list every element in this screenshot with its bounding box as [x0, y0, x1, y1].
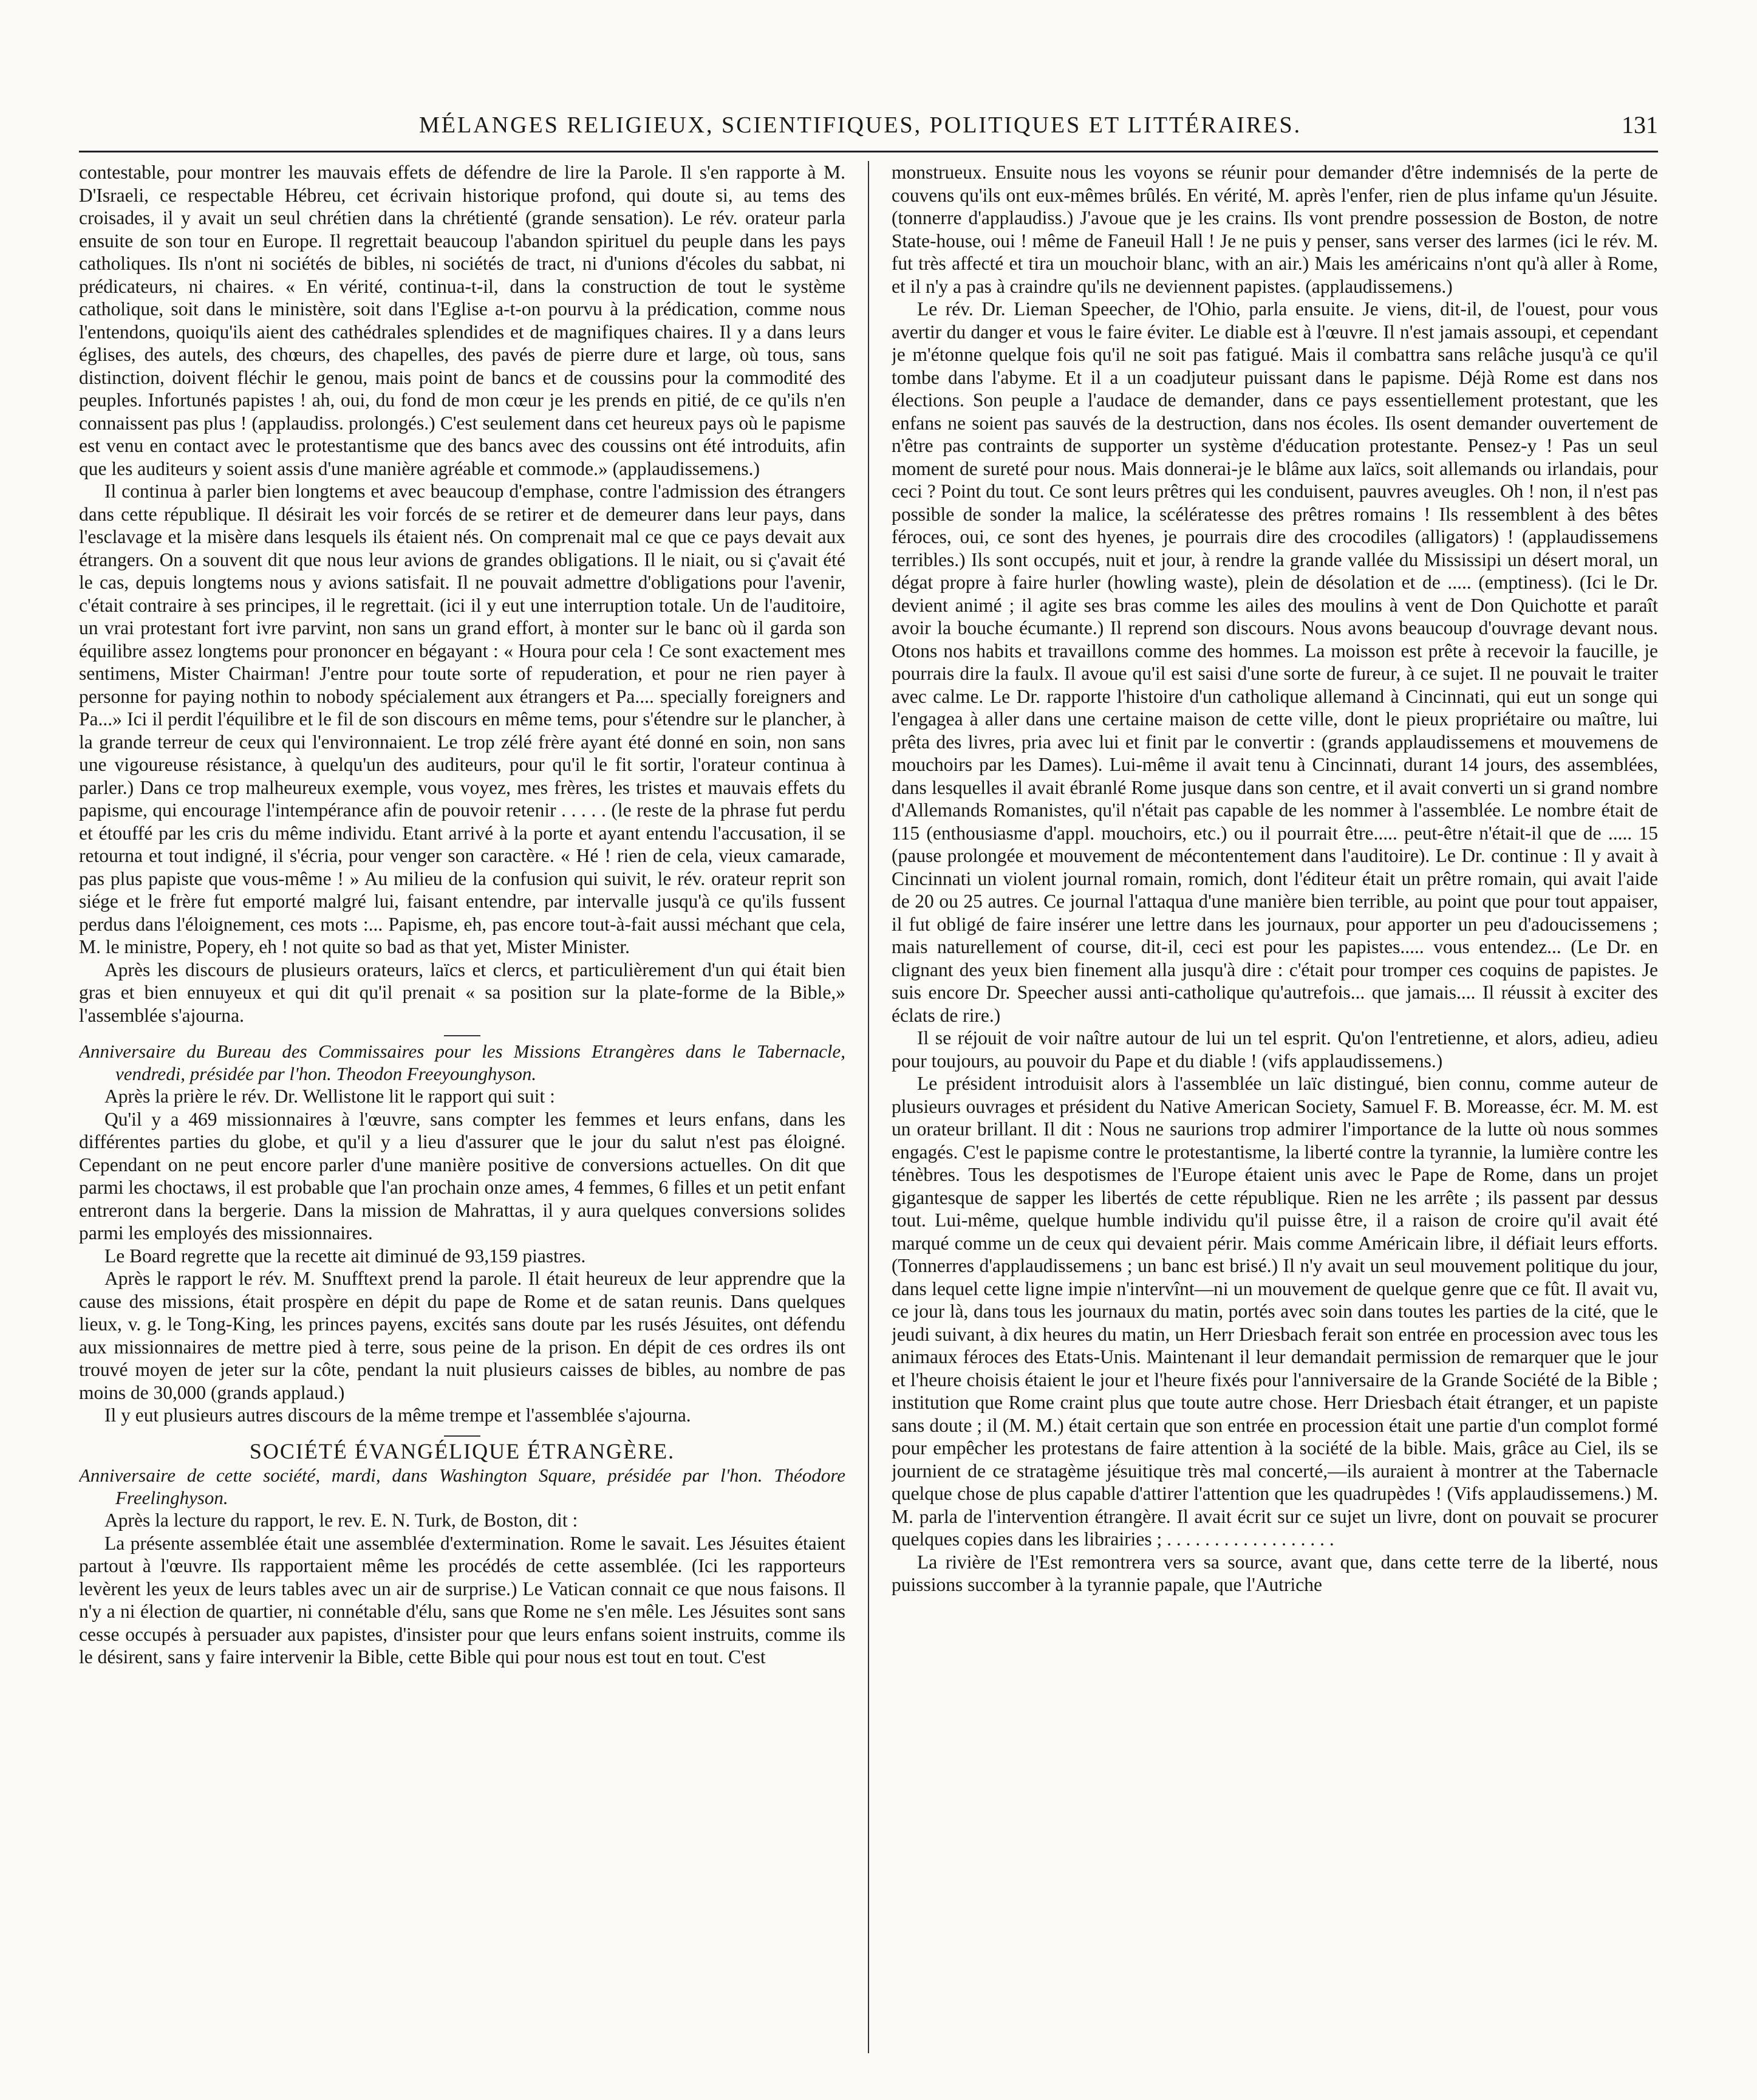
newspaper-page [79, 103, 1658, 2065]
paragraph: Il continua à parler bien longtems et avec beaucoup d'emphase, contre l'admission des étrangers dans cette république. Il désirait les voir forcés de se retirer et de demeurer dans leur pays, dans l'esclavage et la misère dans lesquels ils étaient nés. On comprenait mal ce que ce pays devait aux étrangers. On a souvent dit que nous leur avions de grandes obligations. Il le niait, ou si ç'avait été le cas, depuis longtems nous y avions satisfait. Il ne pouvait admettre d'obligations pour l'avenir, c'était contraire à ses principes, il le regrettait. (ici il y eut une interruption totale. Un de l'auditoire, un vrai protestant fort ivre parvint, non sans un grand effort, à monter sur le banc où il garda son équilibre assez longtems pour prononcer en bégayant : « Houra pour cela ! Ce sont exactement mes sentimens, Mister Chairman! J'entre pour toute sorte of repuderation, et pour ne rien payer à personne for paying nothin to nobody spécialement aux étrangers et Pa.... specially foreigners and Pa...» Ici il perdit l'équilibre et le fil de son discours en même tems, pour s'étendre sur le plancher, à la grande terreur de ceux qui l'environnaient. Le trop zélé frère ayant été donné en soin, non sans une vigoureuse résistance, à quelqu'un des auditeurs, pour qu'il le fit sortir, l'orateur continua à parler.) Dans ce trop malheureux exemple, vous voyez, mes frères, les tristes et mauvais effets du papisme, qui encourage l'intempérance afin de pouvoir retenir . . . . . (le reste de la phrase fut perdu et étouffé par les cris du même individu. Etant arrivé à la porte et ayant entendu l'accusation, il se retourna et tout indigné, il s'écria, pour venger son caractère. « Hé ! rien de cela, vieux camarade, pas plus papiste que vous-même ! » Au milieu de la confusion qui suivit, le rév. orateur reprit son siége et le frère fut emporté malgré lui, faisant entendre, par intervalle jusqu'à ce qu'ils fussent perdus dans l'éloignement, ces mots :... Papisme, eh, pas encore tout-à-fait aussi méchant que cela, M. le ministre, Popery, eh ! not quite so bad as that yet, Mister Minister. [79, 481, 845, 957]
paragraph: La rivière de l'Est remontrera vers sa source, avant que, dans cette terre de la liberté, nous puissions succomber à la tyrannie papale, que l'Autriche [892, 1551, 1658, 1595]
header-rule [79, 151, 1658, 152]
paragraph: La présente assemblée était une assemblée d'extermination. Rome le savait. Les Jésuites étaient partout à l'œuvre. Ils rapportaient même les procédés de cette assemblée. (Ici les rapporteurs levèrent les yeux de leurs tables avec un air de surprise.) Le Vatican connait ce que nous faisons. Il n'y a ni élection de quartier, ni connétable d'élu, sans que Rome ne s'en mêle. Les Jésuites sont sans cesse occupés à persuader aux papistes, d'insister pour que leurs enfans soient instruits, comme ils le désirent, sans y faire intervenir la Bible, cette Bible qui pour nous est tout en tout. C'est [79, 1532, 845, 1667]
article-subheading: Anniversaire du Bureau des Commissaires pour les Missions Etrangères dans le Tabernacle, vendredi, présidée par l'hon. Theodon Freeyounghyson. [79, 1041, 845, 1084]
paragraph: Le Board regrette que la recette ait diminué de 93,159 piastres. [104, 1245, 586, 1267]
paragraph: Après les discours de plusieurs orateurs, laïcs et clercs, et particulièrement d'un qui était bien gras et bien ennuyeux et qui dit qu'il prenait « sa position sur la plate-forme de la Bible,» l'assemblée s'ajourna. [79, 959, 845, 1026]
paragraph: Qu'il y a 469 missionnaires à l'œuvre, sans compter les femmes et leurs enfans, dans les différentes parties du globe, et qu'il y a lieu d'assurer que le jour du salut n'est pas éloigné. Cependant on ne peut encore parler d'une manière positive de conversions actuelles. On dit que parmi les choctaws, il est probable que l'an prochain onze ames, 4 femmes, 6 filles et un petit enfant entreront dans la bergerie. Dans la mission de Mahrattas, il y aura quelques conversions solides parmi les employés des missionnaires. [79, 1108, 845, 1243]
page-number: 131 [1622, 111, 1658, 139]
paragraph: Le rév. Dr. Lieman Speecher, de l'Ohio, parla ensuite. Je viens, dit-il, de l'ouest, pour vous avertir du danger et vous le faire éviter. Le diable est à l'œuvre. Il n'est jamais assoupi, et cependant je m'étonne quelque fois qu'il ne soit pas fatigué. Mais il combattra sans relâche jusqu'à ce qu'il tombe dans l'abyme. Et il a un coadjuteur puissant dans le papisme. Déjà Rome est dans nos élections. Son peuple a l'audace de demander, dans ce pays essentiellement protestant, que les enfans ne soient pas sauvés de la destruction, dans nos écoles. Ils osent demander ouvertement de n'être pas contraints de supporter un système d'éducation protestante. Pensez-y ! Pas un seul moment de sureté pour nous. Mais donnerai-je le blâme aux laïcs, soit allemands ou irlandais, pour ceci ? Point du tout. Ce sont leurs prêtres qui les conduisent, pauvres aveugles. Oh ! non, il n'est pas possible de sonder la malice, la scélératesse des prêtres romains ! Ils ressemblent à des bêtes féroces, oui, ce sont des hyenes, je pourrais dire des crocodiles (alligators) ! (applaudissemens terribles.) Ils sont occupés, nuit et jour, à rendre la grande vallée du Mississipi un désert moral, un dégat propre à faire hurler (howling waste), plein de désolation et de ..... (emptiness). (Ici le Dr. devient animé ; il agite ses bras comme les ailes des moulins à vent de Don Quichotte et paraît avoir la bouche écumante.) Il reprend son discours. Nous avons beaucoup d'ouvrage devant nous. Otons nos habits et travaillons comme des hommes. La moisson est prête à recevoir la faucille, je pourrais dire la faulx. Il avoue qu'il est saisi d'une sorte de fureur, à ce sujet. Il ne pouvait le traiter avec calme. Le Dr. rapporte l'histoire d'un catholique allemand à Cincinnati, qui eut un songe qui l'engagea à aller dans une certaine maison de cette ville, dont le pieux propriétaire ou maître, lui prêta des livres, pria avec lui et finit par le convertir : (grands applaudissemens et mouvemens de mouchoirs par les Dames). Lui-même il avait tenu à Cincinnati, durant 14 jours, des assemblées, dans lesquelles il avait ébranlé Rome jusque dans son centre, et il avait converti un si grand nombre d'Allemands Romanistes, qu'il n'était pas capable de les nommer à l'assemblée. Le nombre était de 115 (enthousiasme d'appl. mouchoirs, etc.) ou il pourrait être..... peut-être n'était-il que de ..... 15 (pause prolongée et mouvement de mécontentement dans l'auditoire). Le Dr. continue : Il y avait à Cincinnati un violent journal romain, romich, dont l'éditeur était un prêtre romain, qui avait l'aide de 20 ou 25 autres. Ce journal l'attaqua d'une manière bien terrible, au point que pour tout appaiser, il fut obligé de faire insérer une lettre dans les journaux, pour apporter un peu d'adoucissemens ; mais naturellement of course, dit-il, ceci est pour les papistes..... vous entendez... (Le Dr. en clignant des yeux bien finement alla jusqu'à dire : c'était pour tromper ces coquins de papistes. Je suis encore Dr. Speecher aussi anti-catholique qu'autrefois... que jamais.... Il réussit à exciter des éclats de rire.) [892, 298, 1658, 1026]
paragraph: Il se réjouit de voir naître autour de lui un tel esprit. Qu'on l'entretienne, et alors, adieu, adieu pour toujours, au pouvoir du Pape et du diable ! (vifs applaudissemens.) [892, 1027, 1658, 1072]
paragraph: Après la lecture du rapport, le rev. E. N. Turk, de Boston, dit : [104, 1510, 578, 1531]
left-column [79, 161, 845, 2053]
right-column [892, 161, 1658, 2053]
article-subheading: Anniversaire de cette société, mardi, dans Washington Square, présidée par l'hon. Théodore Freelinghyson. [79, 1465, 845, 1508]
section-title: SOCIÉTÉ ÉVANGÉLIQUE ÉTRANGÈRE. [249, 1438, 675, 1463]
running-title: MÉLANGES RELIGIEUX, SCIENTIFIQUES, POLITIQUES ET LITTÉRAIRES. [419, 112, 1302, 138]
paragraph: monstrueux. Ensuite nous les voyons se réunir pour demander d'être indemnisés de la perte de couvens qu'ils ont eux-mêmes brûlés. En vérité, M. après l'enfer, rien de plus infame qu'un Jésuite. (tonnerre d'applaudiss.) J'avoue que je les crains. Ils vont prendre possession de Boston, de notre State-house, oui ! même de Faneuil Hall ! Je ne puis y penser, sans verser des larmes (ici le rév. M. fut très affecté et tira un mouchoir blanc, with an air.) Mais les américains n'ont qu'à aller à Rome, et il n'y a pas à craindre qu'ils ne deviennent papistes. (applaudissemens.) [892, 162, 1658, 297]
section-divider [444, 1035, 480, 1036]
section-divider [444, 1435, 480, 1437]
paragraph: contestable, pour montrer les mauvais effets de défendre de lire la Parole. Il s'en rapporte à M. D'Israeli, ce respectable Hébreu, cet écrivain historique profond, qui doute si, au tems des croisades, il y avait un seul chrétien dans la chrétienté (grande sensation). Le rév. orateur parla ensuite de son tour en Europe. Il regrettait beaucoup l'abandon spirituel du peuple dans les pays catholiques. Ils n'ont ni sociétés de bibles, ni sociétés de tract, ni d'unions d'écoles du sabbat, ni prédicateurs, ni chaires. « En vérité, continua-t-il, dans la construction de tout le système catholique, soit dans le ministère, soit dans l'Eglise a-t-on pourvu à la prédication, comme nous l'entendons, quoiqu'ils aient des cathédrales splendides et de magnifiques chaires. Il y a dans leurs églises, des autels, des chœurs, des chapelles, des pavés de pierre dure et large, où tous, sans distinction, doivent fléchir le genou, mais point de bancs et de coussins pour la commodité des peuples. Infortunés papistes ! ah, oui, du fond de mon cœur je les prends en pitié, de ce qu'ils n'en connaissent pas plus ! (applaudiss. prolongés.) C'est seulement dans cet heureux pays où le papisme est venu en contact avec le protestantisme que des bancs avec des coussins ont été introduits, afin que les auditeurs y soient assis d'une manière agréable et commode.» (applaudissemens.) [79, 162, 845, 479]
paragraph: Après la prière le rév. Dr. Wellistone lit le rapport qui suit : [104, 1086, 555, 1107]
paragraph: Le président introduisit alors à l'assemblée un laïc distingué, bien connu, comme auteur de plusieurs ouvrages et président du Native American Society, Samuel F. B. Moreasse, écr. M. M. est un orateur brillant. Il dit : Nous ne saurions trop admirer l'importance de la lutte où nous sommes engagés. C'est le papisme contre le protestantisme, la liberté contre la tyrannie, la lumière contre les ténèbres. Tous les despotismes de l'Europe étaient unis avec le Pape de Rome, dans un projet gigantesque de sapper les libertés de cette république. Rien ne les arrête ; ils passent par dessus tout. Lui-même, quelque humble individu qu'il puisse être, il a raison de croire qu'il avait été marqué comme un de ceux qui devaient périr. Mais comme Américain libre, il défiait leurs efforts. (Tonnerres d'applaudissemens ; un banc est brisé.) Il n'y avait un seul mouvement politique du jour, dans lequel cette ligne impie n'intervînt—ni un mouvement de quelque genre que ce fût. Il avait vu, ce jour là, dans tous les journaux du matin, portés avec soin dans toutes les parties de la cité, que le jeudi suivant, à dix heures du matin, un Herr Driesbach ferait son entrée en procession avec tous les animaux féroces des Etats-Unis. Maintenant il leur demandait permission de remarquer que le jour et l'heure choisis étaient le jour et l'heure fixés pour l'anniversaire de la Grande Société de la Bible ; institution que Rome craint plus que toute autre chose. Herr Driesbach était étranger, et un papiste sans doute ; il (M. M.) était certain que son entrée en procession était une partie d'un complot formé pour empêcher les protestans de faire attention à la société de la bible. Mais, grâce au Ciel, ils se journient de ce stratagème jésuitique très mal concerté,—ils auraient à montrer at the Tabernacle quelque chose de plus capable d'attirer l'attention que les quadrupèdes ! (Vifs applaudissemens.) M. M. parla de l'intervention étrangère. Il avait écrit sur ce sujet un livre, dont on pouvait se procurer quelques copies dans les librairies ; . . . . . . . . . . . . . . . . . . [892, 1073, 1658, 1550]
page-header [79, 103, 1658, 158]
column-divider [868, 161, 869, 2053]
paragraph: Il y eut plusieurs autres discours de la même trempe et l'assemblée s'ajourna. [104, 1404, 691, 1426]
paragraph: Après le rapport le rév. M. Snufftext prend la parole. Il était heureux de leur apprendre que la cause des missions, était prospère en dépit du pape de Rome et de satan reunis. Dans quelques lieux, v. g. le Tong-King, les princes payens, excités sans doute par les rusés Jésuites, ont défendu aux missionnaires de mettre pied à terre, sous peine de la prison. En dépit de ces ordres ils ont trouvé moyen de jeter sur la côte, pendant la nuit plusieurs caisses de bibles, au nombre de pas moins de 30,000 (grands applaud.) [79, 1268, 845, 1403]
